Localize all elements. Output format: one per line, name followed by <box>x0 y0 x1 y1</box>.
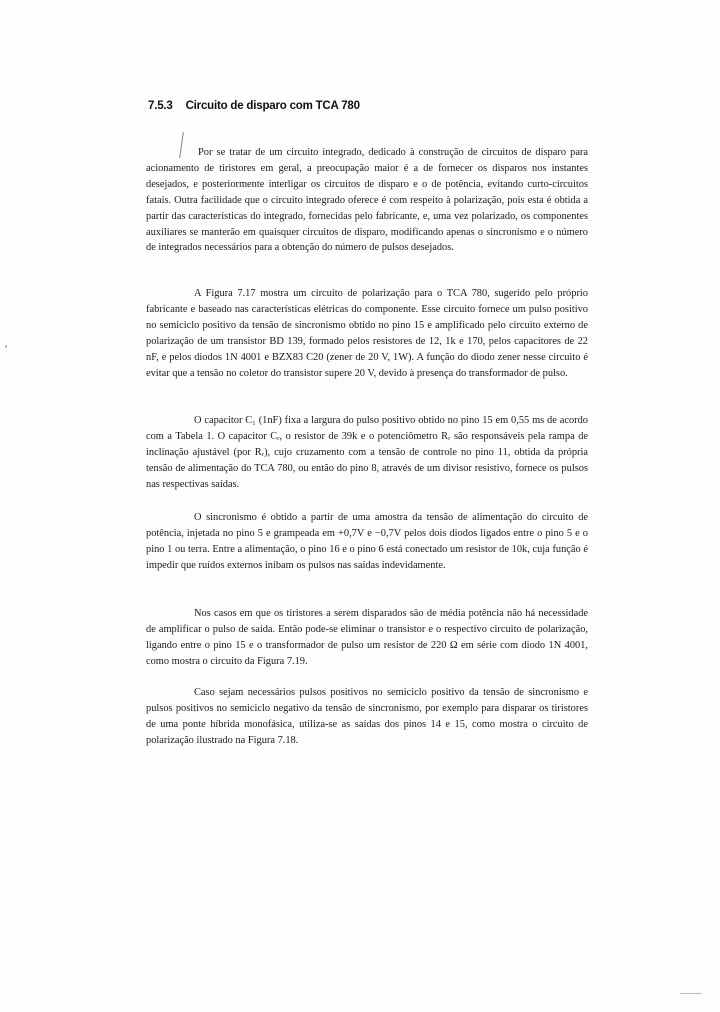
paragraph-5: Nos casos em que os tiristores a serem disparados são de média potência não há necessidade de amplificar o pulso de saída. Então pode-se eliminar o transistor e o respectivo circuito de polarização, ligando entre o pino 15 e o transformador de pulso um resistor de 220 Ω em série com diodo 1N 4001, como mostra o circuito da Figura 7.19. <box>146 608 588 667</box>
paragraph-2: A Figura 7.17 mostra um circuito de polarização para o TCA 780, sugerido pelo próprio fabricante e baseado nas características elétricas do componente. Esse circuito fornece um pulso positivo no semiciclo positivo da tensão de sincronismo obtido no pino 15 e amplificado pelo circuito externo de polarização de um transistor BD 139, formado pelos resistores de 12, 1k e 170, pelos capacitores de 22 nF, e pelos diodos 1N 4001 e BZX83 C20 (zener de 20 V, 1W). A função do diodo zener nesse circuito é evitar que a tensão no coletor do transistor supere 20 V, devido à presença do transformador de pulso. <box>146 288 588 379</box>
paragraph-1: Por se tratar de um circuito integrado, dedicado à construção de circuitos de disparo para acionamento de tiristores em geral, a preocupação maior é a de fornecer os disparos nos instantes desejados, e posteriormente interligar os circuitos de disparo e o de potência, evitando curto-circuitos fatais. Outra facilidade que o circuito integrado oferece é com respeito à polarização, pois esta é obtida a partir das características do integrado, fornecidas pelo fabricante, e, uma vez polarizado, os componentes auxiliares se manterão em quaisquer circuitos de disparo, modificando apenas o sincronismo e o número de integrados necessários para a obtenção do número de pulsos desejados. <box>146 147 588 254</box>
paragraph-3: O capacitor C₁ (1nF) fixa a largura do pulso positivo obtido no pino 15 em 0,55 ms de acordo com a Tabela 1. O capacitor Cᵣ, o resistor de 39k e o potenciômetro Rᵣ são responsáveis pela rampa de inclinação ajustável (por Rᵣ), cujo cruzamento com a tensão de controle no pino 11, obtida da própria tensão de alimentação do TCA 780, ou então do pino 8, através de um divisor resistivo, fornece os pulsos nas respectivas saídas. <box>146 415 588 490</box>
section-heading <box>148 100 360 112</box>
section-number: 7.5.3 <box>148 100 173 112</box>
scan-speck <box>5 345 7 348</box>
scan-speck <box>680 993 702 994</box>
paragraph-4: O sincronismo é obtido a partir de uma amostra da tensão de alimentação do circuito de potência, injetada no pino 5 e grampeada em +0,7V e −0,7V pelos dois diodos ligados entre o pino 5 e o pino 1 ou terra. Entre a alimentação, o pino 16 e o pino 6 está conectado um resistor de 10k, cuja função é impedir que ruídos externos inibam os pulsos nas saídas indevidamente. <box>146 512 588 571</box>
section-title: Circuito de disparo com TCA 780 <box>185 100 360 112</box>
paragraph-6: Caso sejam necessários pulsos positivos no semiciclo positivo da tensão de sincronismo e pulsos positivos no semiciclo negativo da tensão de sincronismo, por exemplo para disparar os tiristores de uma ponte híbrida monofásica, utiliza-se as saídas dos pinos 14 e 15, como mostra o circuito de polarização ilustrado na Figura 7.18. <box>146 687 588 746</box>
